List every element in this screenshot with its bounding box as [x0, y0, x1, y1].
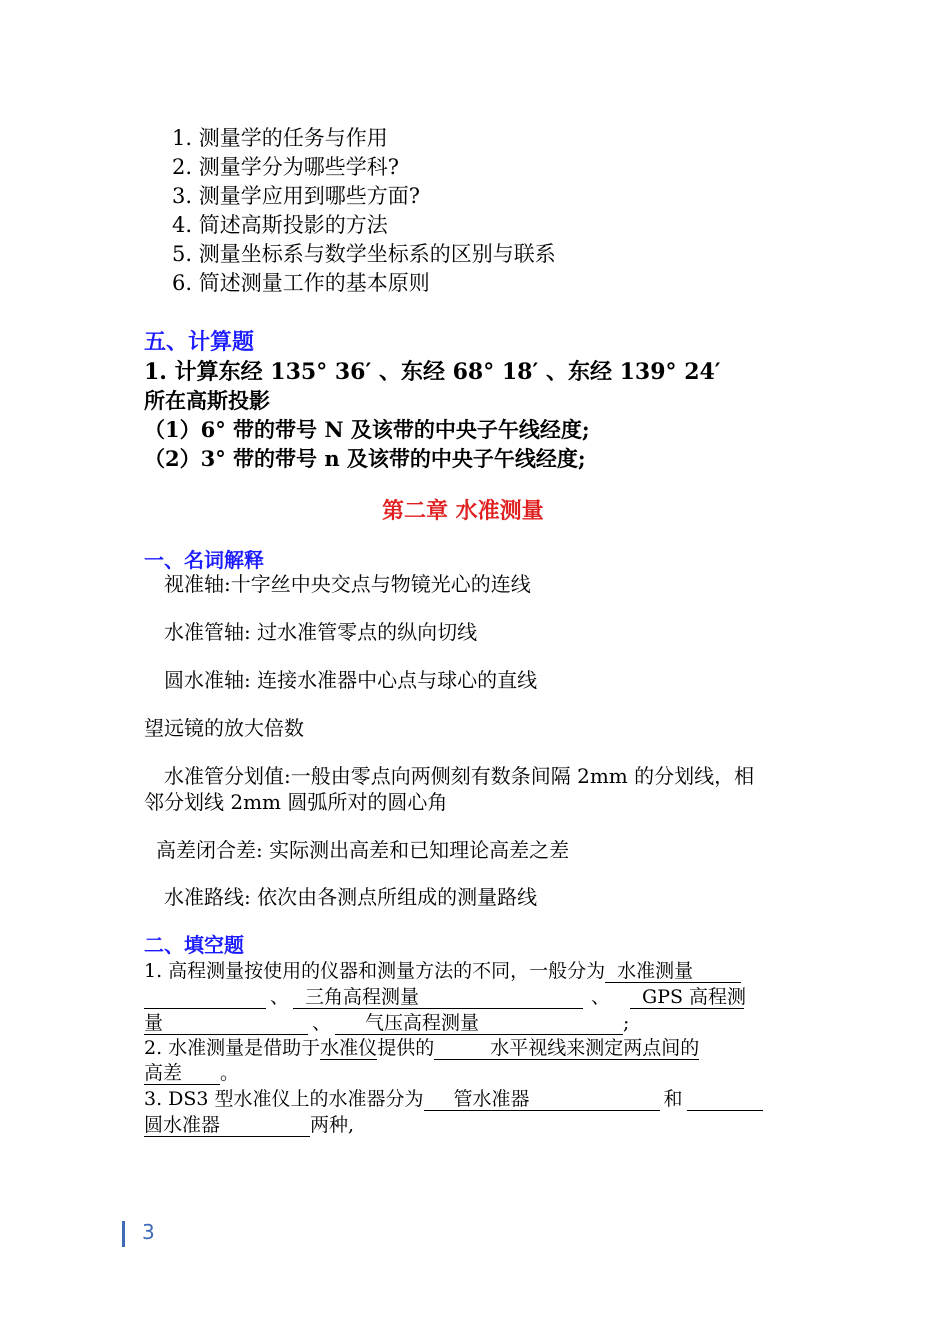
fill-q1-answer-1: 水准测量 [605, 960, 741, 983]
fill-q1-separator-2: 、 [591, 986, 611, 1008]
question-6: 6. 简述测量工作的基本原则 [172, 271, 430, 295]
page-number: 3 [142, 1220, 155, 1244]
term-7: 水准路线: 依次由各测点所组成的测量路线 [164, 885, 538, 909]
fill-q3-end: 两种, [310, 1114, 355, 1136]
term-5-line-2: 邻分划线 2mm 圆弧所对的圆心角 [144, 790, 448, 814]
term-1: 视准轴:十字丝中央交点与物镜光心的连线 [164, 572, 531, 596]
term-6: 高差闭合差: 实际测出高差和已知理论高差之差 [156, 838, 570, 862]
question-4: 4. 简述高斯投影的方法 [172, 213, 388, 237]
term-3: 圆水准轴: 连接水准器中心点与球心的直线 [164, 668, 538, 692]
fill-q1-answer-3a: GPS 高程测 [630, 986, 744, 1009]
calc-line-1: 1. 计算东经 135° 36′ 、东经 68° 18′ 、东经 139° 24′ [144, 359, 721, 385]
calc-line-3: （1）6° 带的带号 N 及该带的中央子午线经度; [144, 417, 590, 442]
fill-q1-answer-4: 气压高程测量 [335, 1012, 623, 1035]
fill-q1-separator-1: 、 [270, 986, 290, 1008]
fill-q2-prefix: 2. 水准测量是借助于 [144, 1037, 321, 1059]
fill-q1-end: ; [623, 1012, 630, 1034]
question-5: 5. 测量坐标系与数学坐标系的区别与联系 [172, 242, 556, 266]
fill-q2-line-1 [144, 1034, 699, 1062]
term-5-line-1: 水准管分划值:一般由零点向两侧刻有数条间隔 2mm 的分划线，相 [164, 764, 755, 788]
fill-q2-answer-3: 高差 [144, 1062, 220, 1085]
fill-q1-line-3 [144, 1009, 629, 1037]
fill-q3-mid: 和 [663, 1088, 683, 1110]
calc-heading: 五、计算题 [144, 329, 255, 355]
page-number-bar [122, 1221, 125, 1247]
calc-line-4: （2）3° 带的带号 n 及该带的中央子午线经度; [144, 446, 586, 471]
term-4: 望远镜的放大倍数 [144, 716, 304, 740]
term-2: 水准管轴: 过水准管零点的纵向切线 [164, 620, 478, 644]
question-2: 2. 测量学分为哪些学科? [172, 155, 399, 179]
fill-heading: 二、填空题 [144, 933, 244, 957]
fill-q1-answer-3b: 量 [144, 1012, 308, 1035]
fill-q1-prefix: 1. 高程测量按使用的仪器和测量方法的不同，一般分为 [144, 960, 606, 982]
fill-q3-answer-2: 圆水准器 [144, 1114, 310, 1137]
calc-line-2: 所在高斯投影 [144, 388, 270, 413]
chapter-title: 第二章 水准测量 [382, 498, 544, 524]
fill-q2-answer-2: 水平视线来测定两点间的 [434, 1037, 699, 1060]
fill-q3-prefix: 3. DS3 型水准仪上的水准器分为 [144, 1088, 424, 1110]
fill-q2-end: 。 [220, 1062, 240, 1084]
fill-q2-mid: 提供的 [377, 1037, 435, 1059]
fill-q2-line-2 [144, 1059, 239, 1087]
fill-q3-line-2 [144, 1111, 354, 1139]
question-1: 1. 测量学的任务与作用 [172, 126, 388, 150]
fill-q1-answer-2: 三角高程测量 [293, 986, 583, 1009]
fill-q1-line-1 [144, 957, 741, 985]
fill-q1-blank-tail [144, 986, 266, 1009]
fill-q3-answer-1: 管水准器 [424, 1088, 660, 1111]
fill-q1-line-2 [144, 983, 747, 1011]
fill-q3-blank [687, 1088, 763, 1111]
fill-q2-answer-1: 水准仪 [320, 1037, 378, 1059]
fill-q1-separator-3: 、 [312, 1012, 332, 1034]
fill-q3-line-1 [144, 1085, 763, 1113]
terms-heading: 一、名词解释 [144, 548, 264, 572]
question-3: 3. 测量学应用到哪些方面? [172, 184, 420, 208]
